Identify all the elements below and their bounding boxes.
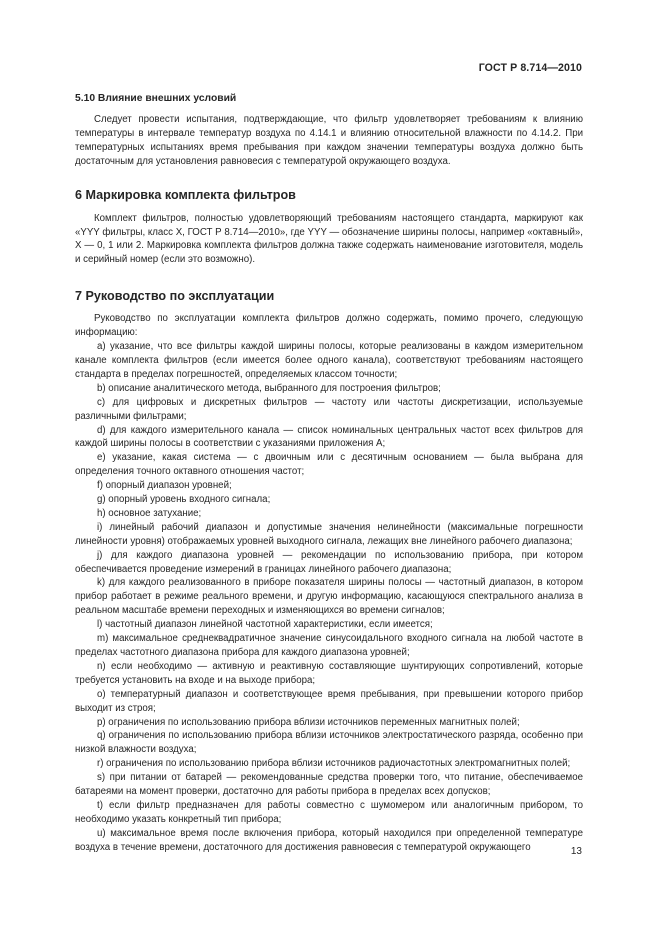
list-item-s: s) при питании от батарей — рекомендованные средства проверки того, что питание, обеспечиваемое батареями на момент проверки, достаточно для работы прибора в пределах всех допусков;	[75, 772, 583, 798]
paragraph-5-10: Следует провести испытания, подтверждающие, что фильтр удовлетворяет требованиям к влиянию температуры в интервале температур воздуха по 4.14.1 и влиянию относительной влажности по 4.14.2. При температурных испытаниях время пребывания при каждом значении температуры воздуха должно быть достаточным для установления равновесия с температурой окружающего воздуха.	[75, 114, 583, 167]
list-item-i: i) линейный рабочий диапазон и допустимые значения нелинейности (максимальные погрешности линейности уровня) отображаемых уровней выходного сигнала, лежащих вне линейного рабочего диапазона;	[75, 521, 583, 547]
list-item-o: o) температурный диапазон и соответствующее время пребывания, при превышении которого прибор выходит из строя;	[75, 688, 583, 714]
page-content	[75, 92, 583, 855]
page-number: 13	[570, 846, 582, 857]
list-item-q: q) ограничения по использованию прибора вблизи источников электростатического разряда, особенно при низкой влажности воздуха;	[75, 730, 583, 756]
document-header: ГОСТ Р 8.714—2010	[478, 62, 582, 74]
list-item-f: f) опорный диапазон уровней;	[97, 480, 232, 492]
list-item-h: h) основное затухание;	[97, 507, 202, 519]
list-item-m: m) максимальное среднеквадратичное значение синусоидального входного сигнала на любой частоте в пределах частотного диапазона прибора для каждого диапазона уровней;	[75, 633, 583, 658]
list-item-t: t) если фильтр предназначен для работы совместно с шумомером или аналогичным прибором, то необходимо указать конкретный тип прибора;	[75, 799, 583, 825]
paragraph-6: Комплект фильтров, полностью удовлетворяющий требованиям настоящего стандарта, маркируют как «YYY фильтры, класс X, ГОСТ Р 8.714—2010», где YYY — обозначение ширины полосы, например «октавный», X — 0, 1 или 2. Маркировка комплекта фильтров должна также содержать наименование изготовителя, модель и серийный номер (если это возможно).	[75, 212, 583, 266]
paragraph-7-intro: Руководство по эксплуатации комплекта фильтров должно содержать, помимо прочего, следующую информацию:	[75, 313, 583, 339]
list-item-r: r) ограничения по использованию прибора вблизи источников радиочастотных электромагнитных полей;	[97, 758, 571, 770]
list-item-b: b) описание аналитического метода, выбранного для построения фильтров;	[97, 382, 441, 394]
list-item-e: e) указание, какая система — с двоичным или с десятичным основанием — была выбрана для определения точного октавного отношения частот;	[75, 452, 583, 478]
list-item-p: p) ограничения по использованию прибора вблизи источников переменных магнитных полей;	[97, 716, 520, 728]
section-heading-7: 7 Руководство по эксплуатации	[75, 289, 275, 304]
section-heading-6: 6 Маркировка комплекта фильтров	[75, 187, 296, 202]
requirements-list	[75, 340, 583, 855]
list-item-c: c) для цифровых и дискретных фильтров — частоту или частоты дискретизации, используемые различными фильтрами;	[75, 396, 583, 422]
list-item-j: j) для каждого диапазона уровней — рекомендации по использованию прибора, при котором обеспечивается проведение измерений в границах линейного рабочего диапазона;	[75, 549, 583, 575]
subsection-heading-5-10: 5.10 Влияние внешних условий	[75, 93, 237, 104]
list-item-a: a) указание, что все фильтры каждой ширины полосы, которые реализованы в каждом измерительном канале комплекта фильтров (если имеется более одного канала), соответствуют требованиям настоящего стандарта в пределах погрешностей, определяемых классом точности;	[75, 341, 583, 380]
list-item-n: n) если необходимо — активную и реактивную составляющие шунтирующих сопротивлений, которые требуется установить на входе и на выходе прибора;	[75, 660, 583, 686]
list-item-k: k) для каждого реализованного в приборе показателя ширины полосы — частотный диапазон, в котором прибор работает в режиме реального времени, и другую информацию, касающуюся спектрального анализа в реальном масштабе времени переходных и изменяющихся во времени сигналов;	[75, 577, 583, 617]
list-item-l: l) частотный диапазон линейной частотной характеристики, если имеется;	[97, 619, 433, 631]
list-item-u: u) максимальное время после включения прибора, который находился при определенной температуре воздуха в течение времени, достаточного для достижения равновесия с температурой окружающего	[75, 827, 583, 853]
list-item-d: d) для каждого измерительного канала — список номинальных центральных частот всех фильтров для каждой ширины полосы в соответствии с указаниями приложения А;	[75, 424, 583, 450]
list-item-g: g) опорный уровень входного сигнала;	[97, 494, 271, 506]
